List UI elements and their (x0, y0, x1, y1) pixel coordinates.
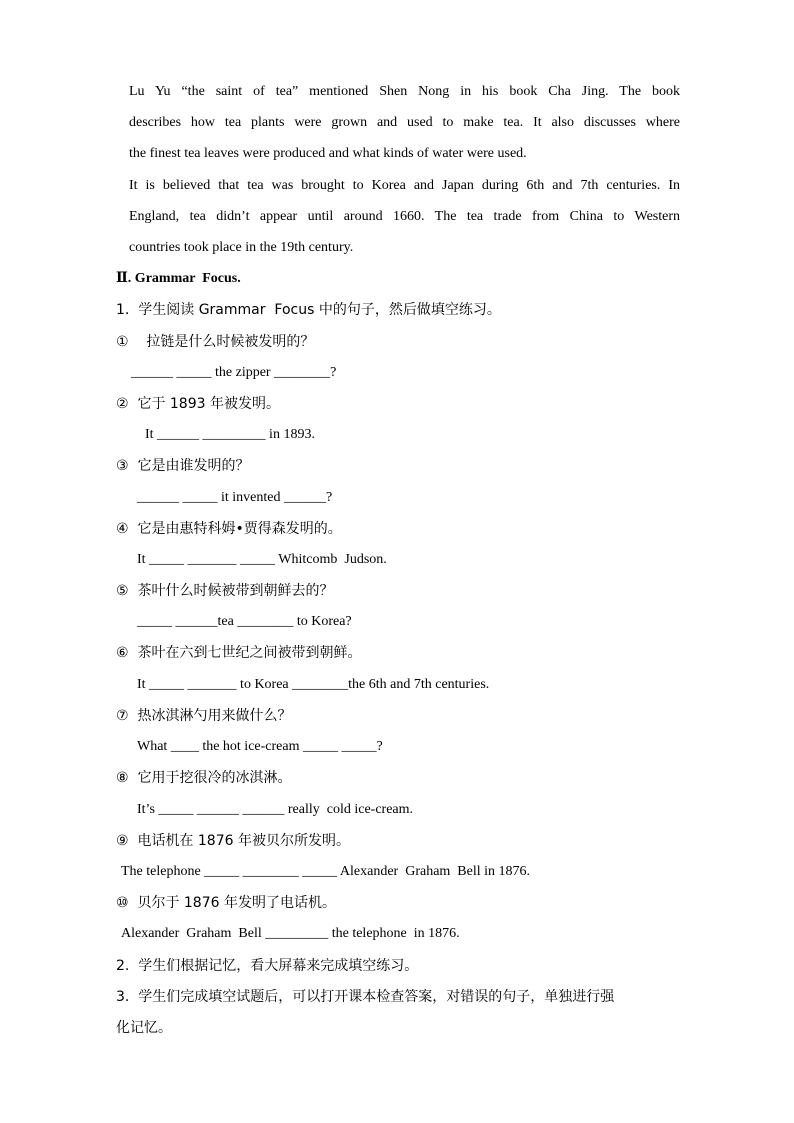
item-6-english: It _____ _______ to Korea ________the 6th and 7th centuries. (137, 677, 490, 692)
passage-line-6: countries took place in the 19th century. (129, 240, 354, 255)
item-5-english: _____ ______tea ________ to Korea? (137, 614, 352, 629)
item-7-chinese: ⑦ 热冰淇淋勺用来做什么？ (116, 708, 292, 724)
passage-line-5: England, tea didn’t appear until around 1660. The tea trade from China to Western (129, 209, 680, 224)
item-4-chinese: ④ 它是由惠特科姆•贾得森发明的。 (116, 521, 342, 537)
section-heading: Ⅱ. Grammar Focus. (116, 271, 241, 286)
step-2: 2. 学生们根据记忆，看大屏幕来完成填空练习。 (116, 958, 419, 974)
item-7-english: What ____ the hot ice-cream _____ _____? (137, 739, 383, 754)
item-6-chinese: ⑥ 茶叶在六到七世纪之间被带到朝鲜。 (116, 645, 362, 661)
step-3-line-1: 3. 学生们完成填空试题后，可以打开课本检查答案，对错误的句子，单独进行强 (116, 989, 615, 1005)
item-8-english: It’s _____ ______ ______ really cold ice-cream. (137, 802, 414, 817)
item-1-english: ______ _____ the zipper ________? (131, 365, 337, 380)
passage-line-1: Lu Yu “the saint of tea” mentioned Shen Nong in his book Cha Jing. The book (129, 84, 680, 99)
item-8-chinese: ⑧ 它用于挖很冷的冰淇淋。 (116, 770, 292, 786)
item-2-chinese: ② 它于 1893 年被发明。 (116, 396, 280, 412)
item-4-english: It _____ _______ _____ Whitcomb Judson. (137, 552, 387, 567)
item-1-chinese: ① 拉链是什么时候被发明的？ (116, 334, 315, 350)
item-9-english: The telephone _____ ________ _____ Alexander Graham Bell in 1876. (121, 864, 531, 879)
item-10-english: Alexander Graham Bell _________ the telephone in 1876. (121, 926, 460, 941)
passage-line-3: the finest tea leaves were produced and what kinds of water were used. (129, 146, 527, 161)
passage-line-2: describes how tea plants were grown and used to make tea. It also discusses where (129, 115, 680, 130)
item-5-chinese: ⑤ 茶叶什么时候被带到朝鲜去的？ (116, 583, 334, 599)
item-2-english: It ______ _________ in 1893. (145, 427, 315, 442)
step-3-line-2: 化记忆。 (116, 1020, 172, 1036)
passage-line-4: It is believed that tea was brought to Korea and Japan during 6th and 7th centuries. In (129, 178, 680, 193)
item-3-chinese: ③ 它是由谁发明的？ (116, 458, 250, 474)
step-1: 1. 学生阅读 Grammar Focus 中的句子，然后做填空练习。 (116, 302, 501, 318)
item-9-chinese: ⑨ 电话机在 1876 年被贝尔所发明。 (116, 833, 350, 849)
item-3-english: ______ _____ it invented ______? (137, 490, 333, 505)
item-10-chinese: ⑩ 贝尔于 1876 年发明了电话机。 (116, 895, 336, 911)
